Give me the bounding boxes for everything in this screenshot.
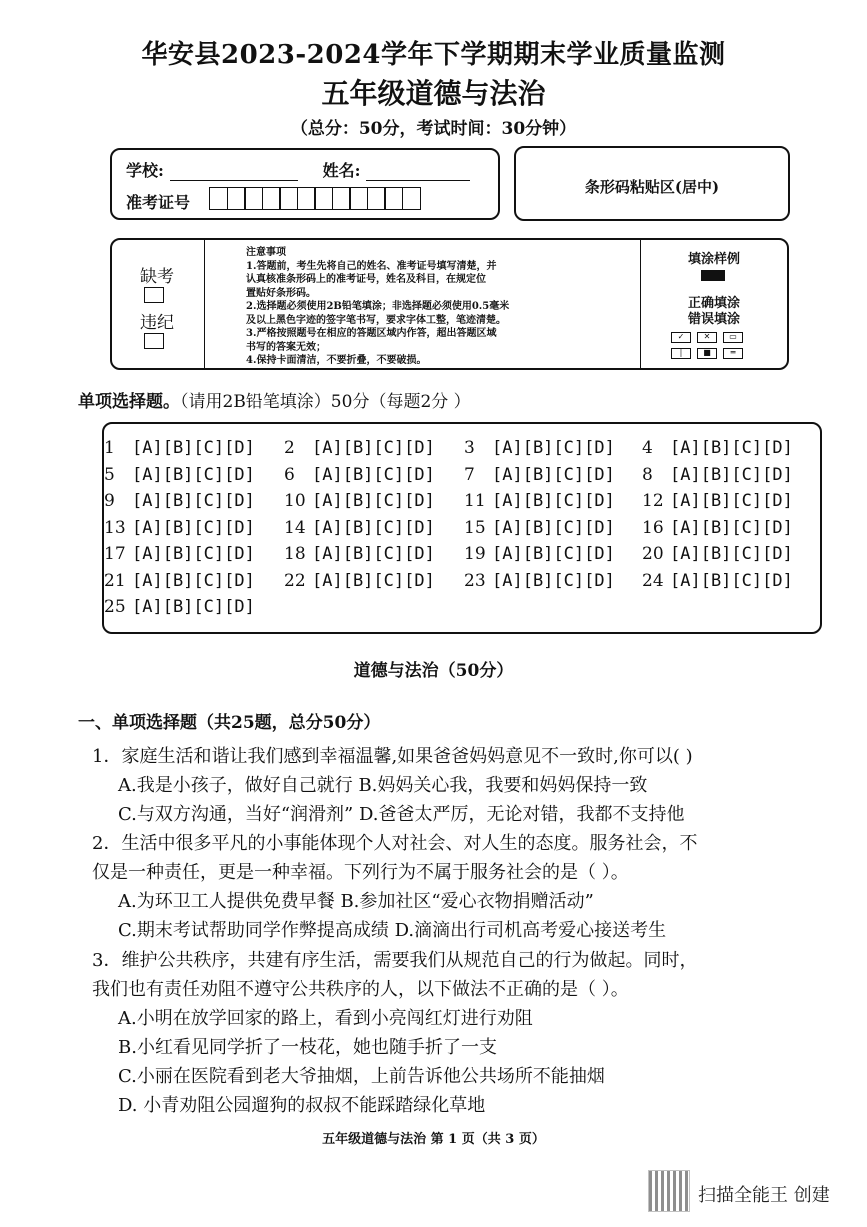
answer-item[interactable] xyxy=(464,438,615,458)
student-info-box xyxy=(110,148,500,220)
exam-id-label: 准考证号 xyxy=(126,193,191,212)
answer-number: 11 xyxy=(464,491,486,511)
notice-line: 2.选择题必须使用2B铅笔填涂；非选择题必须使用0.5毫米 xyxy=(246,301,510,312)
wrong-mark-icon: ✓ xyxy=(671,332,691,343)
question-option: C.期末考试帮助同学作弊提高成绩 D.滴滴出行司机高考爱心接送考生 xyxy=(118,920,667,941)
page-footer: 五年级道德与法治 第 1 页（共 3 页） xyxy=(322,1132,545,1147)
sample-title: 填涂样例 xyxy=(687,252,740,267)
answer-section-title: 单项选择题。 xyxy=(78,392,180,412)
answer-item[interactable] xyxy=(284,491,435,511)
answer-item[interactable] xyxy=(104,571,255,591)
answer-options[interactable]: [A][B][C][D] xyxy=(312,438,435,458)
scanner-logo-icon xyxy=(648,1170,690,1212)
wrong-fill-marks xyxy=(671,348,743,359)
answer-options[interactable]: [A][B][C][D] xyxy=(312,517,435,538)
notice-line: 1.答题前，考生先将自己的姓名、准考证号填写清楚，并 xyxy=(246,260,497,272)
wrong-mark-icon: ■ xyxy=(697,348,717,359)
answer-options[interactable]: [A][B][C][D] xyxy=(670,544,793,564)
answer-options[interactable]: [A][B][C][D] xyxy=(670,491,793,511)
answer-item[interactable] xyxy=(284,438,435,458)
answer-item[interactable] xyxy=(642,465,793,485)
absent-violation-panel xyxy=(112,240,205,368)
answer-sheet xyxy=(102,422,822,634)
answer-options[interactable]: [A][B][C][D] xyxy=(670,517,793,538)
answer-item[interactable] xyxy=(642,518,793,538)
answer-number: 4 xyxy=(642,438,653,458)
answer-number: 13 xyxy=(104,517,126,538)
answer-item[interactable] xyxy=(104,465,255,485)
answer-options[interactable]: [A][B][C][D] xyxy=(312,570,435,591)
answer-number: 9 xyxy=(104,491,115,511)
answer-section-heading xyxy=(78,387,471,412)
wrong-fill-marks xyxy=(671,332,743,343)
answer-options[interactable]: [A][B][C][D] xyxy=(492,570,615,591)
notice-title: 注意事项 xyxy=(246,247,286,258)
question-stem: 1．家庭生活和谐让我们感到幸福温馨,如果爸爸妈妈意见不一致时,你可以( ) xyxy=(92,746,693,767)
answer-options[interactable]: [A][B][C][D] xyxy=(312,544,435,564)
answer-item[interactable] xyxy=(284,518,435,538)
answer-number: 19 xyxy=(464,544,486,564)
notice-line: 及以上黑色字迹的签字笔书写，要求字体工整，笔迹清楚。 xyxy=(246,314,506,326)
exam-score-time: （总分：50分，考试时间：30分钟） xyxy=(290,119,577,139)
question-option: D. 小青劝阻公园遛狗的叔叔不能踩踏绿化草地 xyxy=(118,1095,486,1116)
answer-options[interactable]: [A][B][C][D] xyxy=(132,597,255,617)
answer-number: 22 xyxy=(284,570,306,591)
answer-number: 8 xyxy=(642,464,653,485)
answer-options[interactable]: [A][B][C][D] xyxy=(132,438,255,458)
answer-number: 24 xyxy=(642,570,664,591)
answer-item[interactable] xyxy=(104,544,255,564)
answer-options[interactable]: [A][B][C][D] xyxy=(132,464,255,485)
answer-item[interactable] xyxy=(642,544,793,564)
answer-number: 5 xyxy=(104,464,115,485)
answer-options[interactable]: [A][B][C][D] xyxy=(492,544,615,564)
answer-number: 6 xyxy=(284,464,295,485)
question-stem: 仅是一种责任，更是一种幸福。下列行为不属于服务社会的是（ ）。 xyxy=(92,862,629,883)
absent-checkbox[interactable] xyxy=(144,287,164,303)
answer-item[interactable] xyxy=(464,544,615,564)
answer-number: 7 xyxy=(464,464,475,485)
answer-number: 2 xyxy=(284,438,295,458)
answer-number: 18 xyxy=(284,544,306,564)
name-field[interactable] xyxy=(366,164,470,181)
answer-number: 15 xyxy=(464,517,486,538)
scanner-watermark: 扫描全能王 创建 xyxy=(698,1185,830,1206)
question-option: A.我是小孩子，做好自己就行 B.妈妈关心我，我要和妈妈保持一致 xyxy=(118,775,648,796)
name-label: 姓名: xyxy=(322,161,361,180)
school-label: 学校: xyxy=(126,161,164,180)
answer-item[interactable] xyxy=(642,571,793,591)
question-stem: 3．维护公共秩序，共建有序生活，需要我们从规范自己的行为做起。同时， xyxy=(92,950,698,971)
answer-options[interactable]: [A][B][C][D] xyxy=(132,544,255,564)
answer-item[interactable] xyxy=(464,491,615,511)
question-option: B.小红看见同学折了一枝花，她也随手折了一支 xyxy=(118,1037,497,1058)
violation-checkbox[interactable] xyxy=(144,333,164,349)
answer-options[interactable]: [A][B][C][D] xyxy=(670,438,793,458)
answer-section-instruction: （请用2B铅笔填涂）50分（每题2分 ） xyxy=(180,392,471,412)
part-heading: 一、单项选择题（共25题，总分50分） xyxy=(78,713,381,733)
wrong-mark-icon: ▭ xyxy=(723,332,743,343)
absent-label: 缺考 xyxy=(140,267,174,287)
answer-options[interactable]: [A][B][C][D] xyxy=(492,517,615,538)
notice-line: 置贴好条形码。 xyxy=(246,287,316,299)
exam-title: 华安县2023-2024学年下学期期末学业质量监测 xyxy=(141,40,726,70)
question-1 xyxy=(92,742,693,829)
answer-options[interactable]: [A][B][C][D] xyxy=(312,491,435,511)
notice-box xyxy=(110,238,789,370)
answer-options[interactable]: [A][B][C][D] xyxy=(312,464,435,485)
answer-number: 17 xyxy=(104,544,126,564)
answer-number: 3 xyxy=(464,438,475,458)
exam-id-cells[interactable] xyxy=(209,187,419,210)
question-2 xyxy=(92,829,697,945)
notice-line: 书写的答案无效； xyxy=(246,341,326,353)
correct-fill-mark xyxy=(701,270,725,281)
answer-number: 10 xyxy=(284,491,306,511)
violation-label: 违纪 xyxy=(140,313,174,333)
answer-number: 23 xyxy=(464,570,486,591)
notice-text xyxy=(246,246,642,368)
answer-number: 16 xyxy=(642,517,664,538)
answer-number: 25 xyxy=(104,597,126,617)
exam-subject-title: 五年级道德与法治 xyxy=(321,77,546,110)
wrong-mark-icon: │ xyxy=(671,348,691,359)
answer-number: 12 xyxy=(642,491,664,511)
question-option: C.小丽在医院看到老大爷抽烟，上前告诉他公共场所不能抽烟 xyxy=(118,1066,605,1087)
answer-item[interactable] xyxy=(104,518,255,538)
question-option: A.为环卫工人提供免费早餐 B.参加社区“爱心衣物捐赠活动” xyxy=(118,891,594,912)
answer-options[interactable]: [A][B][C][D] xyxy=(492,464,615,485)
question-3 xyxy=(92,946,697,1120)
answer-item[interactable] xyxy=(464,571,615,591)
barcode-label: 条形码粘贴区(居中) xyxy=(584,178,720,196)
answer-item[interactable] xyxy=(284,571,435,591)
answer-item[interactable] xyxy=(284,544,435,564)
answer-options[interactable]: [A][B][C][D] xyxy=(132,517,255,538)
question-stem: 我们也有责任劝阻不遵守公共秩序的人，以下做法不正确的是（ ）。 xyxy=(92,979,629,1000)
answer-options[interactable]: [A][B][C][D] xyxy=(132,491,255,511)
wrong-mark-icon: ✕ xyxy=(697,332,717,343)
answer-number: 20 xyxy=(642,544,664,564)
answer-number: 14 xyxy=(284,517,306,538)
answer-options[interactable]: [A][B][C][D] xyxy=(492,438,615,458)
answer-item[interactable] xyxy=(104,597,255,617)
answer-options[interactable]: [A][B][C][D] xyxy=(132,570,255,591)
answer-options[interactable]: [A][B][C][D] xyxy=(670,464,793,485)
answer-options[interactable]: [A][B][C][D] xyxy=(670,570,793,591)
correct-fill-label: 正确填涂 xyxy=(687,296,740,311)
school-field[interactable] xyxy=(170,164,298,181)
fill-sample-panel xyxy=(640,240,787,368)
question-option: C.与双方沟通，当好“润滑剂” D.爸爸太严厉，无论对错，我都不支持他 xyxy=(118,804,685,825)
answer-options[interactable]: [A][B][C][D] xyxy=(492,491,615,511)
answer-item[interactable] xyxy=(464,518,615,538)
barcode-area xyxy=(514,146,790,221)
answer-number: 1 xyxy=(104,438,115,458)
notice-line: 认真核准条形码上的准考证号，姓名及科目，在规定位 xyxy=(246,274,486,285)
wrong-mark-icon: ═ xyxy=(723,348,743,359)
wrong-fill-label: 错误填涂 xyxy=(687,312,740,327)
subject-heading: 道德与法治（50分） xyxy=(353,661,514,681)
question-option: A.小明在放学回家的路上，看到小亮闯红灯进行劝阻 xyxy=(118,1008,533,1029)
question-stem: 2．生活中很多平凡的小事能体现个人对社会、对人生的态度。服务社会，不 xyxy=(92,833,698,854)
answer-item[interactable] xyxy=(464,465,615,485)
answer-item[interactable] xyxy=(642,438,793,458)
answer-item[interactable] xyxy=(104,438,255,458)
answer-item[interactable] xyxy=(104,491,255,511)
answer-item[interactable] xyxy=(284,465,435,485)
notice-line: 3.严格按照题号在相应的答题区域内作答，超出答题区域 xyxy=(246,328,497,339)
answer-item[interactable] xyxy=(642,491,793,511)
answer-number: 21 xyxy=(104,570,126,591)
notice-line: 4.保持卡面清洁，不要折叠，不要破损。 xyxy=(246,355,427,366)
